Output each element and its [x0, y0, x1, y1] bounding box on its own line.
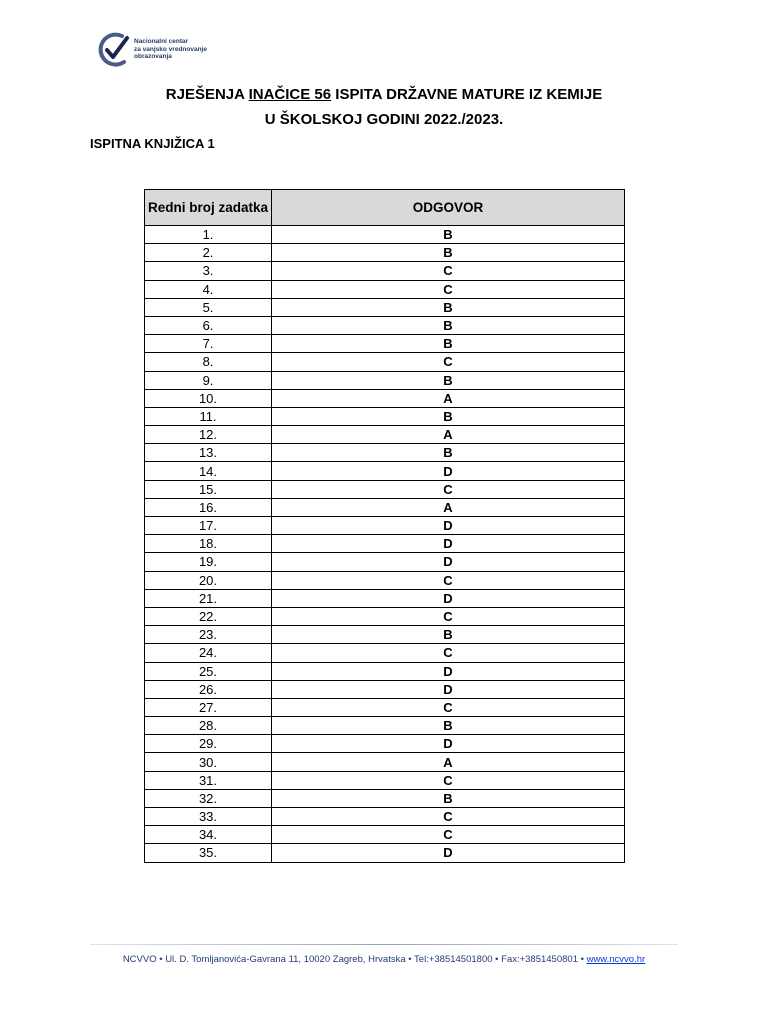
answer-letter: D	[272, 680, 625, 698]
answer-letter: C	[272, 826, 625, 844]
task-number: 12.	[145, 426, 272, 444]
table-row	[145, 553, 625, 571]
task-number: 29.	[145, 735, 272, 753]
column-header-answer: ODGOVOR	[272, 190, 625, 226]
table-row	[145, 498, 625, 516]
answer-letter: C	[272, 480, 625, 498]
answer-letter: B	[272, 226, 625, 244]
answer-letter: B	[272, 335, 625, 353]
table-row	[145, 444, 625, 462]
footer-text: NCVVO • Ul. D. Tomljanovića-Gavrana 11, 10020 Zagreb, Hrvatska • Tel:+38514501800 • Fax:+3851450801 •	[122, 954, 587, 965]
table-row	[145, 389, 625, 407]
answer-letter: B	[272, 407, 625, 425]
table-row	[145, 662, 625, 680]
task-number: 17.	[145, 517, 272, 535]
answer-letter: C	[272, 280, 625, 298]
answer-letter: D	[272, 662, 625, 680]
table-row	[145, 262, 625, 280]
answer-letter: C	[272, 644, 625, 662]
answer-letter: B	[272, 244, 625, 262]
answer-letter: C	[272, 698, 625, 716]
task-number: 31.	[145, 771, 272, 789]
table-row	[145, 808, 625, 826]
answer-letter: C	[272, 808, 625, 826]
table-row	[145, 644, 625, 662]
table-row	[145, 298, 625, 316]
answer-letter: B	[272, 717, 625, 735]
answer-letter: C	[272, 607, 625, 625]
answer-letter: D	[272, 589, 625, 607]
task-number: 3.	[145, 262, 272, 280]
task-number: 11.	[145, 407, 272, 425]
answer-letter: D	[272, 553, 625, 571]
table-row	[145, 280, 625, 298]
page-title	[0, 86, 768, 103]
task-number: 35.	[145, 844, 272, 862]
column-header-number: Redni broj zadatka	[145, 190, 272, 226]
task-number: 13.	[145, 444, 272, 462]
answer-table-body	[145, 226, 625, 863]
table-row	[145, 571, 625, 589]
task-number: 7.	[145, 335, 272, 353]
answer-table	[144, 189, 625, 863]
task-number: 25.	[145, 662, 272, 680]
table-row	[145, 589, 625, 607]
footer-divider	[90, 944, 678, 945]
table-row	[145, 607, 625, 625]
table-row	[145, 226, 625, 244]
table-row	[145, 353, 625, 371]
task-number: 24.	[145, 644, 272, 662]
answer-letter: B	[272, 316, 625, 334]
task-number: 27.	[145, 698, 272, 716]
table-row	[145, 789, 625, 807]
answer-letter: A	[272, 498, 625, 516]
task-number: 1.	[145, 226, 272, 244]
task-number: 33.	[145, 808, 272, 826]
task-number: 10.	[145, 389, 272, 407]
answer-letter: D	[272, 462, 625, 480]
table-row	[145, 426, 625, 444]
answer-letter: A	[272, 389, 625, 407]
table-row	[145, 698, 625, 716]
task-number: 15.	[145, 480, 272, 498]
title-part-2: ISPITA DRŽAVNE MATURE IZ KEMIJE	[331, 86, 603, 103]
answer-letter: C	[272, 571, 625, 589]
task-number: 21.	[145, 589, 272, 607]
answer-letter: D	[272, 535, 625, 553]
ncvvo-logo-icon	[98, 30, 132, 70]
task-number: 26.	[145, 680, 272, 698]
task-number: 5.	[145, 298, 272, 316]
table-row	[145, 535, 625, 553]
table-row	[145, 753, 625, 771]
table-row	[145, 407, 625, 425]
task-number: 16.	[145, 498, 272, 516]
answer-letter: C	[272, 262, 625, 280]
task-number: 8.	[145, 353, 272, 371]
task-number: 18.	[145, 535, 272, 553]
task-number: 23.	[145, 626, 272, 644]
title-part-1: RJEŠENJA	[165, 86, 249, 103]
title-variant: INAČICE 56	[248, 86, 332, 103]
task-number: 32.	[145, 789, 272, 807]
task-number: 6.	[145, 316, 272, 334]
answer-letter: B	[272, 298, 625, 316]
table-row	[145, 680, 625, 698]
task-number: 14.	[145, 462, 272, 480]
table-row	[145, 844, 625, 862]
answer-letter: B	[272, 626, 625, 644]
task-number: 28.	[145, 717, 272, 735]
task-number: 9.	[145, 371, 272, 389]
booklet-label: ISPITNA KNJIŽICA 1	[90, 136, 215, 151]
answer-letter: A	[272, 753, 625, 771]
answer-letter: B	[272, 371, 625, 389]
footer	[0, 954, 768, 965]
task-number: 34.	[145, 826, 272, 844]
table-row	[145, 462, 625, 480]
table-row	[145, 717, 625, 735]
page-subtitle: U ŠKOLSKOJ GODINI 2022./2023.	[264, 111, 504, 128]
table-row	[145, 316, 625, 334]
table-header-row	[145, 190, 625, 226]
answer-letter: D	[272, 844, 625, 862]
table-row	[145, 517, 625, 535]
task-number: 2.	[145, 244, 272, 262]
task-number: 19.	[145, 553, 272, 571]
task-number: 30.	[145, 753, 272, 771]
answer-letter: B	[272, 789, 625, 807]
table-row	[145, 371, 625, 389]
answer-letter: B	[272, 444, 625, 462]
table-row	[145, 626, 625, 644]
answer-letter: C	[272, 771, 625, 789]
answer-letter: D	[272, 735, 625, 753]
footer-website-link[interactable]: www.ncvvo.hr	[586, 954, 646, 965]
task-number: 22.	[145, 607, 272, 625]
table-row	[145, 480, 625, 498]
answer-letter: C	[272, 353, 625, 371]
answer-letter: D	[272, 517, 625, 535]
table-row	[145, 735, 625, 753]
table-row	[145, 244, 625, 262]
answer-letter: A	[272, 426, 625, 444]
table-row	[145, 826, 625, 844]
task-number: 4.	[145, 280, 272, 298]
logo-text: Nacionalni centar za vanjsko vrednovanje obrazovanja	[134, 38, 207, 60]
task-number: 20.	[145, 571, 272, 589]
table-row	[145, 771, 625, 789]
ncvvo-logo	[98, 30, 238, 70]
table-row	[145, 335, 625, 353]
